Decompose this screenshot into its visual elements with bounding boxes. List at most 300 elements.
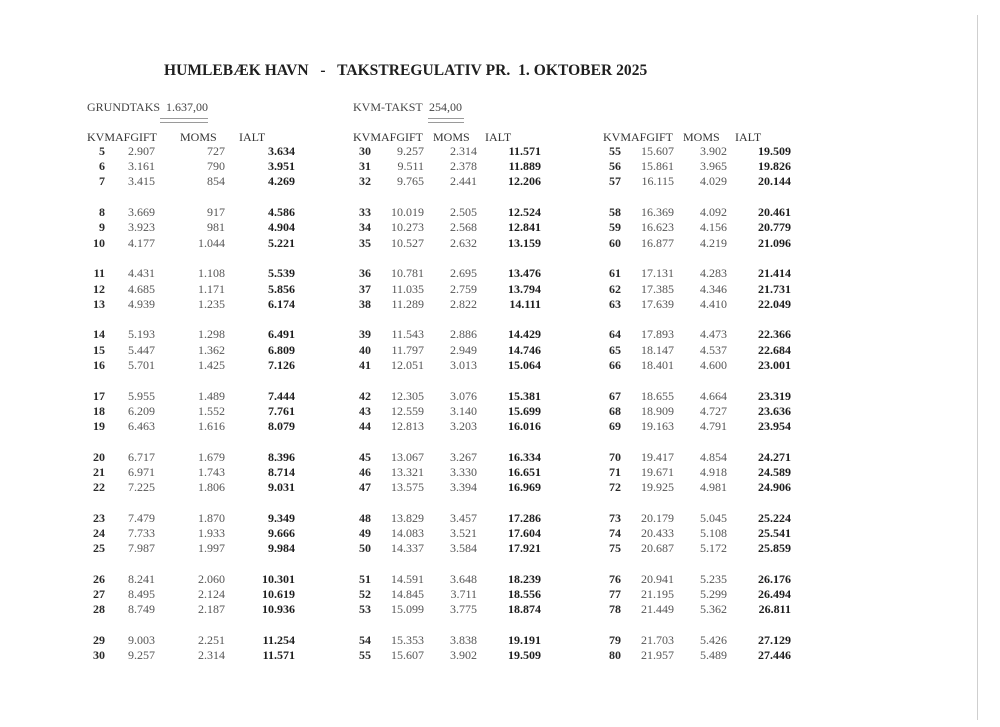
kvm-cell: 38 <box>359 296 371 311</box>
afgift-cell: 4.685 <box>128 281 155 296</box>
ialt-cell: 6.174 <box>268 296 295 311</box>
afgift-cell: 3.415 <box>128 174 155 189</box>
column-header-afgift: AFGIFT <box>115 130 158 144</box>
afgift-cell: 21.449 <box>641 602 674 617</box>
ialt-cell: 3.951 <box>268 159 295 174</box>
column-header-ialt: IALT <box>735 130 762 144</box>
afgift-cell: 5.447 <box>128 342 155 357</box>
moms-cell: 3.267 <box>450 449 477 464</box>
moms-cell: 4.600 <box>700 357 727 372</box>
afgift-cell: 10.019 <box>391 205 424 220</box>
kvm-cell: 8 <box>99 205 105 220</box>
column-header-moms: MOMS <box>683 130 720 144</box>
ialt-cell: 12.206 <box>508 174 541 189</box>
moms-cell: 5.235 <box>700 572 727 587</box>
moms-cell: 1.235 <box>198 296 225 311</box>
ialt-cell: 9.031 <box>268 480 295 495</box>
moms-cell: 2.695 <box>450 266 477 281</box>
moms-cell: 4.664 <box>700 388 727 403</box>
kvm-cell: 64 <box>609 327 621 342</box>
afgift-cell: 15.861 <box>641 159 674 174</box>
afgift-cell: 9.257 <box>397 144 424 158</box>
ialt-cell: 15.064 <box>508 357 541 372</box>
kvm-cell: 37 <box>359 281 371 296</box>
kvm-cell: 27 <box>93 587 105 602</box>
kvm-cell: 33 <box>359 205 371 220</box>
kvm-cell: 28 <box>93 602 105 617</box>
scan-edge-line <box>977 15 978 720</box>
ialt-cell: 18.556 <box>508 587 541 602</box>
kvm-cell: 66 <box>609 357 621 372</box>
column-header-kvm: KVM <box>603 130 632 144</box>
afgift-cell: 14.083 <box>391 526 424 541</box>
ialt-cell: 19.826 <box>758 159 791 174</box>
afgift-cell: 7.225 <box>128 480 155 495</box>
kvm-cell: 40 <box>359 342 371 357</box>
kvm-cell: 80 <box>609 648 621 663</box>
moms-cell: 2.886 <box>450 327 477 342</box>
ialt-cell: 26.494 <box>758 587 791 602</box>
kvm-cell: 36 <box>359 266 371 281</box>
kvm-cell: 14 <box>93 327 105 342</box>
kvm-cell: 67 <box>609 388 621 403</box>
kvm-cell: 68 <box>609 403 621 418</box>
afgift-cell: 9.511 <box>397 159 424 174</box>
afgift-cell: 7.733 <box>128 526 155 541</box>
moms-cell: 1.489 <box>198 388 225 403</box>
ialt-cell: 21.414 <box>758 266 791 281</box>
ialt-cell: 17.286 <box>508 510 541 525</box>
afgift-cell: 3.923 <box>128 220 155 235</box>
ialt-cell: 10.301 <box>262 572 295 587</box>
moms-cell: 5.362 <box>700 602 727 617</box>
kvm-cell: 16 <box>93 357 105 372</box>
column-header-afgift: AFGIFT <box>631 130 674 144</box>
afgift-cell: 9.003 <box>128 633 155 648</box>
afgift-cell: 19.417 <box>641 449 674 464</box>
moms-cell: 3.775 <box>450 602 477 617</box>
kvm-cell: 55 <box>359 648 371 663</box>
moms-cell: 4.981 <box>700 480 727 495</box>
kvm-cell: 5 <box>99 144 105 158</box>
moms-cell: 5.108 <box>700 526 727 541</box>
ialt-cell: 16.334 <box>508 449 541 464</box>
moms-cell: 3.584 <box>450 541 477 556</box>
afgift-cell: 14.591 <box>391 572 424 587</box>
ialt-cell: 20.779 <box>758 220 791 235</box>
ialt-cell: 6.809 <box>268 342 295 357</box>
moms-cell: 3.902 <box>450 648 477 663</box>
moms-cell: 2.378 <box>450 159 477 174</box>
ialt-cell: 12.841 <box>508 220 541 235</box>
ialt-cell: 25.541 <box>758 526 791 541</box>
afgift-cell: 4.431 <box>128 266 155 281</box>
moms-cell: 1.806 <box>198 480 225 495</box>
afgift-cell: 20.687 <box>641 541 674 556</box>
ialt-cell: 5.221 <box>268 235 295 250</box>
kvm-cell: 55 <box>609 144 621 158</box>
kvm-takst-value: 254,00 <box>429 100 462 114</box>
ialt-cell: 27.446 <box>758 648 791 663</box>
ialt-cell: 11.254 <box>262 633 295 648</box>
kvm-cell: 17 <box>93 388 105 403</box>
moms-cell: 2.314 <box>450 144 477 158</box>
afgift-cell: 5.955 <box>128 388 155 403</box>
kvm-cell: 65 <box>609 342 621 357</box>
column-header-moms: MOMS <box>433 130 470 144</box>
moms-cell: 2.187 <box>198 602 225 617</box>
ialt-cell: 24.271 <box>758 449 791 464</box>
afgift-cell: 4.939 <box>128 296 155 311</box>
moms-cell: 4.410 <box>700 296 727 311</box>
column-header-afgift: AFGIFT <box>381 130 424 144</box>
afgift-cell: 4.177 <box>128 235 155 250</box>
ialt-cell: 21.731 <box>758 281 791 296</box>
ialt-cell: 7.126 <box>268 357 295 372</box>
ialt-cell: 23.319 <box>758 388 791 403</box>
moms-cell: 2.949 <box>450 342 477 357</box>
afgift-cell: 13.575 <box>391 480 424 495</box>
kvm-cell: 44 <box>359 419 371 433</box>
kvm-cell: 25 <box>93 541 105 556</box>
afgift-cell: 6.717 <box>128 449 155 464</box>
kvm-cell: 11 <box>93 266 105 281</box>
moms-cell: 3.711 <box>450 587 477 602</box>
ialt-cell: 22.366 <box>758 327 791 342</box>
afgift-cell: 5.701 <box>128 357 155 372</box>
moms-cell: 917 <box>207 205 225 220</box>
kvm-takst-rate <box>353 100 462 115</box>
moms-cell: 4.473 <box>700 327 727 342</box>
ialt-cell: 5.856 <box>268 281 295 296</box>
ialt-cell: 24.589 <box>758 464 791 479</box>
afgift-cell: 19.163 <box>641 419 674 433</box>
kvm-cell: 51 <box>359 572 371 587</box>
kvm-cell: 10 <box>93 235 105 250</box>
moms-cell: 1.552 <box>198 403 225 418</box>
afgift-cell: 20.941 <box>641 572 674 587</box>
afgift-cell: 17.893 <box>641 327 674 342</box>
kvm-cell: 78 <box>609 602 621 617</box>
moms-cell: 5.045 <box>700 510 727 525</box>
moms-cell: 1.362 <box>198 342 225 357</box>
moms-cell: 3.521 <box>450 526 477 541</box>
moms-cell: 727 <box>207 144 225 158</box>
ialt-cell: 19.509 <box>508 648 541 663</box>
column-header-kvm: KVM <box>87 130 116 144</box>
moms-cell: 1.616 <box>198 419 225 433</box>
ialt-cell: 23.001 <box>758 357 791 372</box>
kvm-cell: 30 <box>359 144 371 158</box>
afgift-cell: 19.671 <box>641 464 674 479</box>
afgift-cell: 15.099 <box>391 602 424 617</box>
moms-cell: 3.394 <box>450 480 477 495</box>
kvm-cell: 79 <box>609 633 621 648</box>
afgift-cell: 18.147 <box>641 342 674 357</box>
ialt-cell: 12.524 <box>508 205 541 220</box>
kvm-cell: 74 <box>609 526 621 541</box>
afgift-cell: 15.607 <box>391 648 424 663</box>
ialt-cell: 16.016 <box>508 419 541 433</box>
kvm-cell: 34 <box>359 220 371 235</box>
column-header-ialt: IALT <box>239 130 266 144</box>
kvm-cell: 35 <box>359 235 371 250</box>
ialt-cell: 26.811 <box>758 602 791 617</box>
afgift-cell: 13.829 <box>391 510 424 525</box>
kvm-cell: 41 <box>359 357 371 372</box>
moms-cell: 4.537 <box>700 342 727 357</box>
ialt-cell: 3.634 <box>268 144 295 158</box>
moms-cell: 1.870 <box>198 510 225 525</box>
kvm-cell: 7 <box>99 174 105 189</box>
afgift-cell: 3.669 <box>128 205 155 220</box>
kvm-cell: 15 <box>93 342 105 357</box>
kvm-cell: 20 <box>93 449 105 464</box>
moms-cell: 1.108 <box>198 266 225 281</box>
afgift-cell: 19.925 <box>641 480 674 495</box>
kvm-cell: 69 <box>609 419 621 433</box>
moms-cell: 981 <box>207 220 225 235</box>
kvm-cell: 60 <box>609 235 621 250</box>
kvm-cell: 43 <box>359 403 371 418</box>
moms-cell: 4.791 <box>700 419 727 433</box>
kvm-cell: 18 <box>93 403 105 418</box>
moms-cell: 1.171 <box>198 281 225 296</box>
afgift-cell: 6.463 <box>128 419 155 433</box>
ialt-cell: 7.761 <box>268 403 295 418</box>
afgift-cell: 12.305 <box>391 388 424 403</box>
afgift-cell: 11.797 <box>391 342 424 357</box>
grundtakst-value: 1.637,00 <box>166 100 208 114</box>
moms-cell: 5.426 <box>700 633 727 648</box>
moms-cell: 1.044 <box>198 235 225 250</box>
moms-cell: 2.822 <box>450 296 477 311</box>
ialt-cell: 22.684 <box>758 342 791 357</box>
afgift-cell: 17.385 <box>641 281 674 296</box>
ialt-cell: 8.079 <box>268 419 295 433</box>
afgift-cell: 18.655 <box>641 388 674 403</box>
kvm-cell: 62 <box>609 281 621 296</box>
ialt-cell: 8.396 <box>268 449 295 464</box>
moms-cell: 1.425 <box>198 357 225 372</box>
ialt-cell: 10.619 <box>262 587 295 602</box>
kvm-cell: 49 <box>359 526 371 541</box>
ialt-cell: 16.651 <box>508 464 541 479</box>
column-header-kvm: KVM <box>353 130 382 144</box>
afgift-cell: 21.703 <box>641 633 674 648</box>
kvm-cell: 30 <box>93 648 105 663</box>
afgift-cell: 9.765 <box>397 174 424 189</box>
kvm-cell: 48 <box>359 510 371 525</box>
moms-cell: 3.330 <box>450 464 477 479</box>
ialt-cell: 25.224 <box>758 510 791 525</box>
grundtakst-label: GRUNDTAKS <box>87 100 161 114</box>
kvm-cell: 13 <box>93 296 105 311</box>
kvm-takst-label: KVM-TAKST <box>353 100 423 114</box>
ialt-cell: 21.096 <box>758 235 791 250</box>
afgift-cell: 17.639 <box>641 296 674 311</box>
grundtakst-rate <box>87 100 208 115</box>
kvm-cell: 53 <box>359 602 371 617</box>
moms-cell: 2.124 <box>198 587 225 602</box>
moms-cell: 2.251 <box>198 633 225 648</box>
moms-cell: 3.838 <box>450 633 477 648</box>
afgift-cell: 18.909 <box>641 403 674 418</box>
moms-cell: 4.156 <box>700 220 727 235</box>
moms-cell: 1.679 <box>198 449 225 464</box>
kvm-cell: 12 <box>93 281 105 296</box>
moms-cell: 854 <box>207 174 225 189</box>
kvm-cell: 61 <box>609 266 621 281</box>
moms-cell: 4.346 <box>700 281 727 296</box>
ialt-cell: 4.586 <box>268 205 295 220</box>
kvm-cell: 29 <box>93 633 105 648</box>
afgift-cell: 21.957 <box>641 648 674 663</box>
kvm-cell: 72 <box>609 480 621 495</box>
moms-cell: 5.489 <box>700 648 727 663</box>
moms-cell: 4.918 <box>700 464 727 479</box>
afgift-cell: 12.051 <box>391 357 424 372</box>
ialt-cell: 25.859 <box>758 541 791 556</box>
kvm-cell: 57 <box>609 174 621 189</box>
ialt-cell: 6.491 <box>268 327 295 342</box>
ialt-cell: 11.571 <box>262 648 295 663</box>
kvm-cell: 73 <box>609 510 621 525</box>
ialt-cell: 19.509 <box>758 144 791 158</box>
kvm-cell: 32 <box>359 174 371 189</box>
afgift-cell: 16.115 <box>641 174 674 189</box>
afgift-cell: 10.781 <box>391 266 424 281</box>
afgift-cell: 12.559 <box>391 403 424 418</box>
kvm-cell: 52 <box>359 587 371 602</box>
kvm-cell: 6 <box>99 159 105 174</box>
ialt-cell: 17.604 <box>508 526 541 541</box>
kvm-cell: 77 <box>609 587 621 602</box>
moms-cell: 5.299 <box>700 587 727 602</box>
afgift-cell: 2.907 <box>128 144 155 158</box>
column-header-moms: MOMS <box>180 130 217 144</box>
moms-cell: 3.076 <box>450 388 477 403</box>
moms-cell: 1.933 <box>198 526 225 541</box>
kvm-cell: 56 <box>609 159 621 174</box>
afgift-cell: 8.749 <box>128 602 155 617</box>
afgift-cell: 8.241 <box>128 572 155 587</box>
kvm-cell: 26 <box>93 572 105 587</box>
moms-cell: 5.172 <box>700 541 727 556</box>
ialt-cell: 11.889 <box>508 159 541 174</box>
afgift-cell: 10.527 <box>391 235 424 250</box>
afgift-cell: 14.337 <box>391 541 424 556</box>
afgift-cell: 6.209 <box>128 403 155 418</box>
afgift-cell: 11.543 <box>391 327 424 342</box>
ialt-cell: 13.794 <box>508 281 541 296</box>
ialt-cell: 4.904 <box>268 220 295 235</box>
afgift-cell: 16.623 <box>641 220 674 235</box>
moms-cell: 2.441 <box>450 174 477 189</box>
ialt-cell: 9.349 <box>268 510 295 525</box>
afgift-cell: 9.257 <box>128 648 155 663</box>
afgift-cell: 13.067 <box>391 449 424 464</box>
ialt-cell: 10.936 <box>262 602 295 617</box>
afgift-cell: 18.401 <box>641 357 674 372</box>
kvm-cell: 54 <box>359 633 371 648</box>
moms-cell: 4.854 <box>700 449 727 464</box>
afgift-cell: 7.479 <box>128 510 155 525</box>
ialt-cell: 15.381 <box>508 388 541 403</box>
grundtakst-double-underline <box>160 118 208 123</box>
kvm-cell: 23 <box>93 510 105 525</box>
moms-cell: 3.203 <box>450 419 477 433</box>
moms-cell: 4.283 <box>700 266 727 281</box>
afgift-cell: 15.607 <box>641 144 674 158</box>
afgift-cell: 12.813 <box>391 419 424 433</box>
kvm-cell: 45 <box>359 449 371 464</box>
ialt-cell: 26.176 <box>758 572 791 587</box>
kvm-cell: 22 <box>93 480 105 495</box>
moms-cell: 3.902 <box>700 144 727 158</box>
moms-cell: 4.727 <box>700 403 727 418</box>
ialt-cell: 23.636 <box>758 403 791 418</box>
ialt-cell: 22.049 <box>758 296 791 311</box>
ialt-cell: 15.699 <box>508 403 541 418</box>
kvm-cell: 75 <box>609 541 621 556</box>
afgift-cell: 20.433 <box>641 526 674 541</box>
moms-cell: 790 <box>207 159 225 174</box>
kvm-cell: 71 <box>609 464 621 479</box>
moms-cell: 4.219 <box>700 235 727 250</box>
ialt-cell: 18.239 <box>508 572 541 587</box>
afgift-cell: 10.273 <box>391 220 424 235</box>
moms-cell: 3.140 <box>450 403 477 418</box>
moms-cell: 1.997 <box>198 541 225 556</box>
afgift-cell: 11.035 <box>391 281 424 296</box>
moms-cell: 2.568 <box>450 220 477 235</box>
afgift-cell: 16.369 <box>641 205 674 220</box>
afgift-cell: 16.877 <box>641 235 674 250</box>
moms-cell: 2.759 <box>450 281 477 296</box>
kvm-cell: 19 <box>93 419 105 433</box>
afgift-cell: 6.971 <box>128 464 155 479</box>
kvm-cell: 39 <box>359 327 371 342</box>
moms-cell: 2.505 <box>450 205 477 220</box>
ialt-cell: 11.571 <box>508 144 541 158</box>
kvm-cell: 70 <box>609 449 621 464</box>
ialt-cell: 13.476 <box>508 266 541 281</box>
ialt-cell: 5.539 <box>268 266 295 281</box>
kvm-cell: 46 <box>359 464 371 479</box>
ialt-cell: 9.666 <box>268 526 295 541</box>
afgift-cell: 13.321 <box>391 464 424 479</box>
ialt-cell: 23.954 <box>758 419 791 433</box>
ialt-cell: 4.269 <box>268 174 295 189</box>
ialt-cell: 17.921 <box>508 541 541 556</box>
moms-cell: 4.029 <box>700 174 727 189</box>
moms-cell: 2.314 <box>198 648 225 663</box>
moms-cell: 3.965 <box>700 159 727 174</box>
kvm-cell: 9 <box>99 220 105 235</box>
ialt-cell: 27.129 <box>758 633 791 648</box>
kvm-cell: 59 <box>609 220 621 235</box>
kvm-cell: 63 <box>609 296 621 311</box>
afgift-cell: 21.195 <box>641 587 674 602</box>
ialt-cell: 19.191 <box>508 633 541 648</box>
afgift-cell: 15.353 <box>391 633 424 648</box>
column-header-ialt: IALT <box>485 130 512 144</box>
moms-cell: 3.457 <box>450 510 477 525</box>
kvm-cell: 31 <box>359 159 371 174</box>
afgift-cell: 7.987 <box>128 541 155 556</box>
kvm-cell: 42 <box>359 388 371 403</box>
